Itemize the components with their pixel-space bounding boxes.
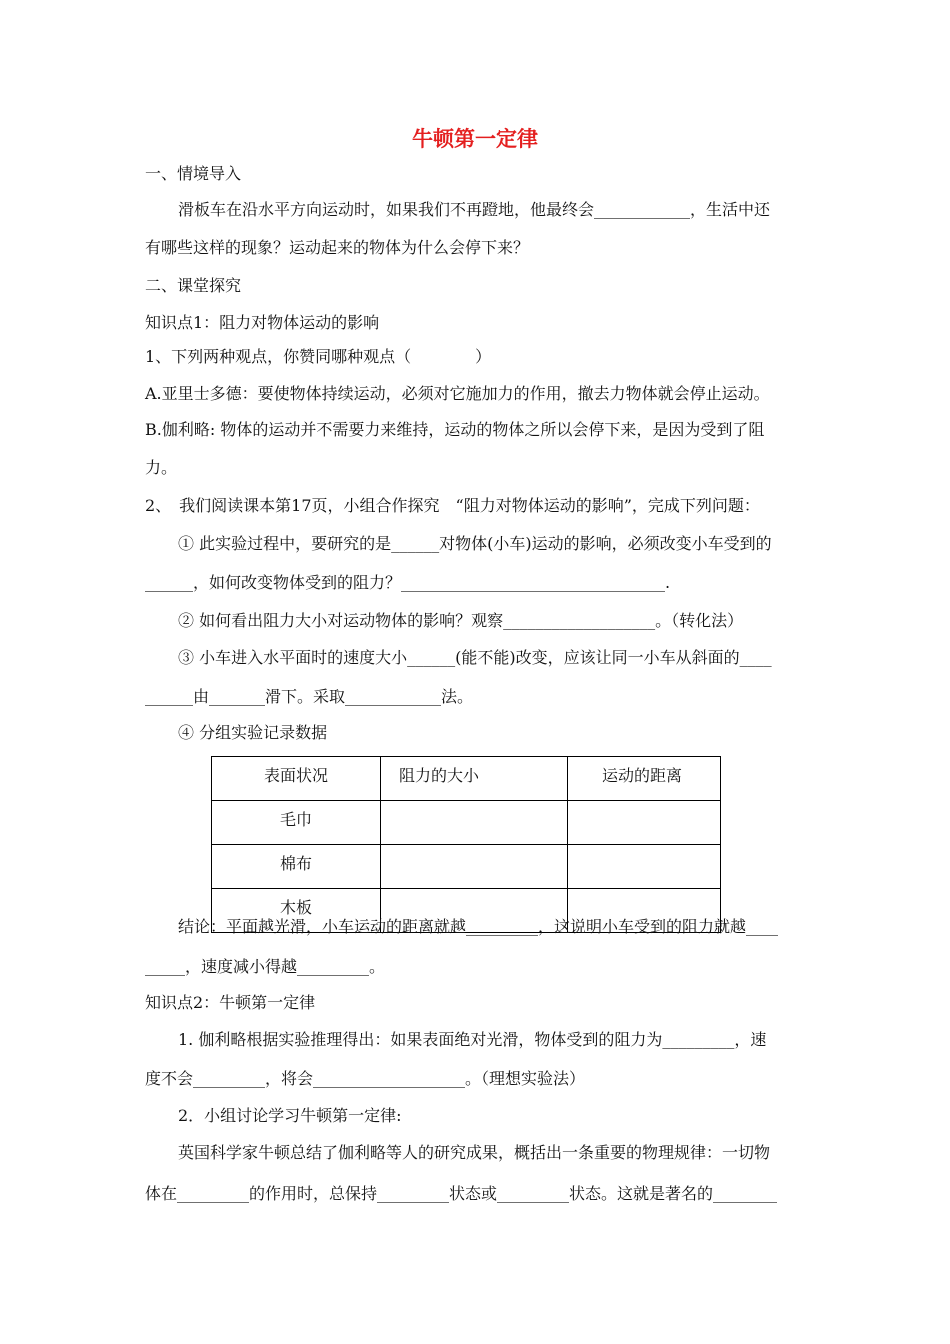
table-header: 运动的距离 [568, 757, 721, 801]
sub-question-1-cont: ______，如何改变物体受到的阻力？_________________________________. [145, 573, 671, 592]
conclusion: 结论：平面越光滑，小车运动的距离就越_________，这说明小车受到的阻力就越____ [178, 917, 779, 936]
table-row [212, 845, 721, 889]
sub-question-3: ③ 小车进入水平面时的速度大小______(能不能)改变，应该让同一小车从斜面的____ [178, 648, 772, 667]
table-cell: 毛巾 [212, 801, 381, 845]
option-b-cont: 力。 [145, 458, 178, 477]
table-header: 表面状况 [212, 757, 381, 801]
sub-question-3-cont: ______由_______滑下。采取____________法。 [145, 687, 474, 706]
section-heading-explore: 二、课堂探究 [145, 276, 242, 295]
table-cell: 木板 [212, 889, 381, 933]
knowledge-point-1: 知识点1：阻力对物体运动的影响 [145, 313, 380, 332]
sub-question-4: ④ 分组实验记录数据 [178, 723, 328, 742]
table-header-row [212, 757, 721, 801]
table-cell [381, 845, 568, 889]
table-cell: 棉布 [212, 845, 381, 889]
newton-question-1-cont: 度不会_________，将会___________________。（理想实验法） [145, 1069, 586, 1088]
paragraph-line: 有哪些这样的现象？运动起来的物体为什么会停下来？ [145, 238, 530, 257]
page-title: 牛顿第一定律 [412, 126, 538, 151]
question-2: 2、 我们阅读课本第17页，小组合作探究 “阻力对物体运动的影响”，完成下列问题： [145, 496, 760, 515]
sub-question-2: ② 如何看出阻力大小对运动物体的影响？观察___________________。（转化法） [178, 611, 744, 630]
table-cell [568, 845, 721, 889]
conclusion-cont: _____，速度减小得越_________。 [145, 957, 386, 976]
table-cell [568, 801, 721, 845]
option-b: B.伽利略: 物体的运动并不需要力来维持，运动的物体之所以会停下来，是因为受到了阻 [145, 420, 765, 439]
paragraph-line: 滑板车在沿水平方向运动时，如果我们不再蹬地，他最终会____________，生活中还 [178, 200, 771, 219]
newton-law-paragraph-cont: 体在_________的作用时，总保持_________状态或_________状态。这就是著名的________ [145, 1184, 778, 1203]
table-cell [381, 801, 568, 845]
table-header: 阻力的大小 [381, 757, 568, 801]
newton-question-1: 1. 伽利略根据实验推理得出：如果表面绝对光滑，物体受到的阻力为_________，速 [178, 1030, 767, 1049]
table-row [212, 801, 721, 845]
sub-question-1: ① 此实验过程中，要研究的是______对物体(小车)运动的影响，必须改变小车受到的 [178, 534, 772, 553]
question-1: 1、下列两种观点，你赞同哪种观点（ ） [145, 347, 492, 366]
newton-question-2: 2．小组讨论学习牛顿第一定律: [178, 1106, 402, 1125]
option-a: A.亚里士多德：要使物体持续运动，必须对它施加力的作用，撤去力物体就会停止运动。 [145, 384, 770, 403]
knowledge-point-2: 知识点2：牛顿第一定律 [145, 993, 316, 1012]
section-heading-intro: 一、情境导入 [145, 164, 242, 183]
experiment-table [211, 756, 721, 933]
newton-law-paragraph: 英国科学家牛顿总结了伽利略等人的研究成果，概括出一条重要的物理规律：一切物 [178, 1143, 771, 1162]
